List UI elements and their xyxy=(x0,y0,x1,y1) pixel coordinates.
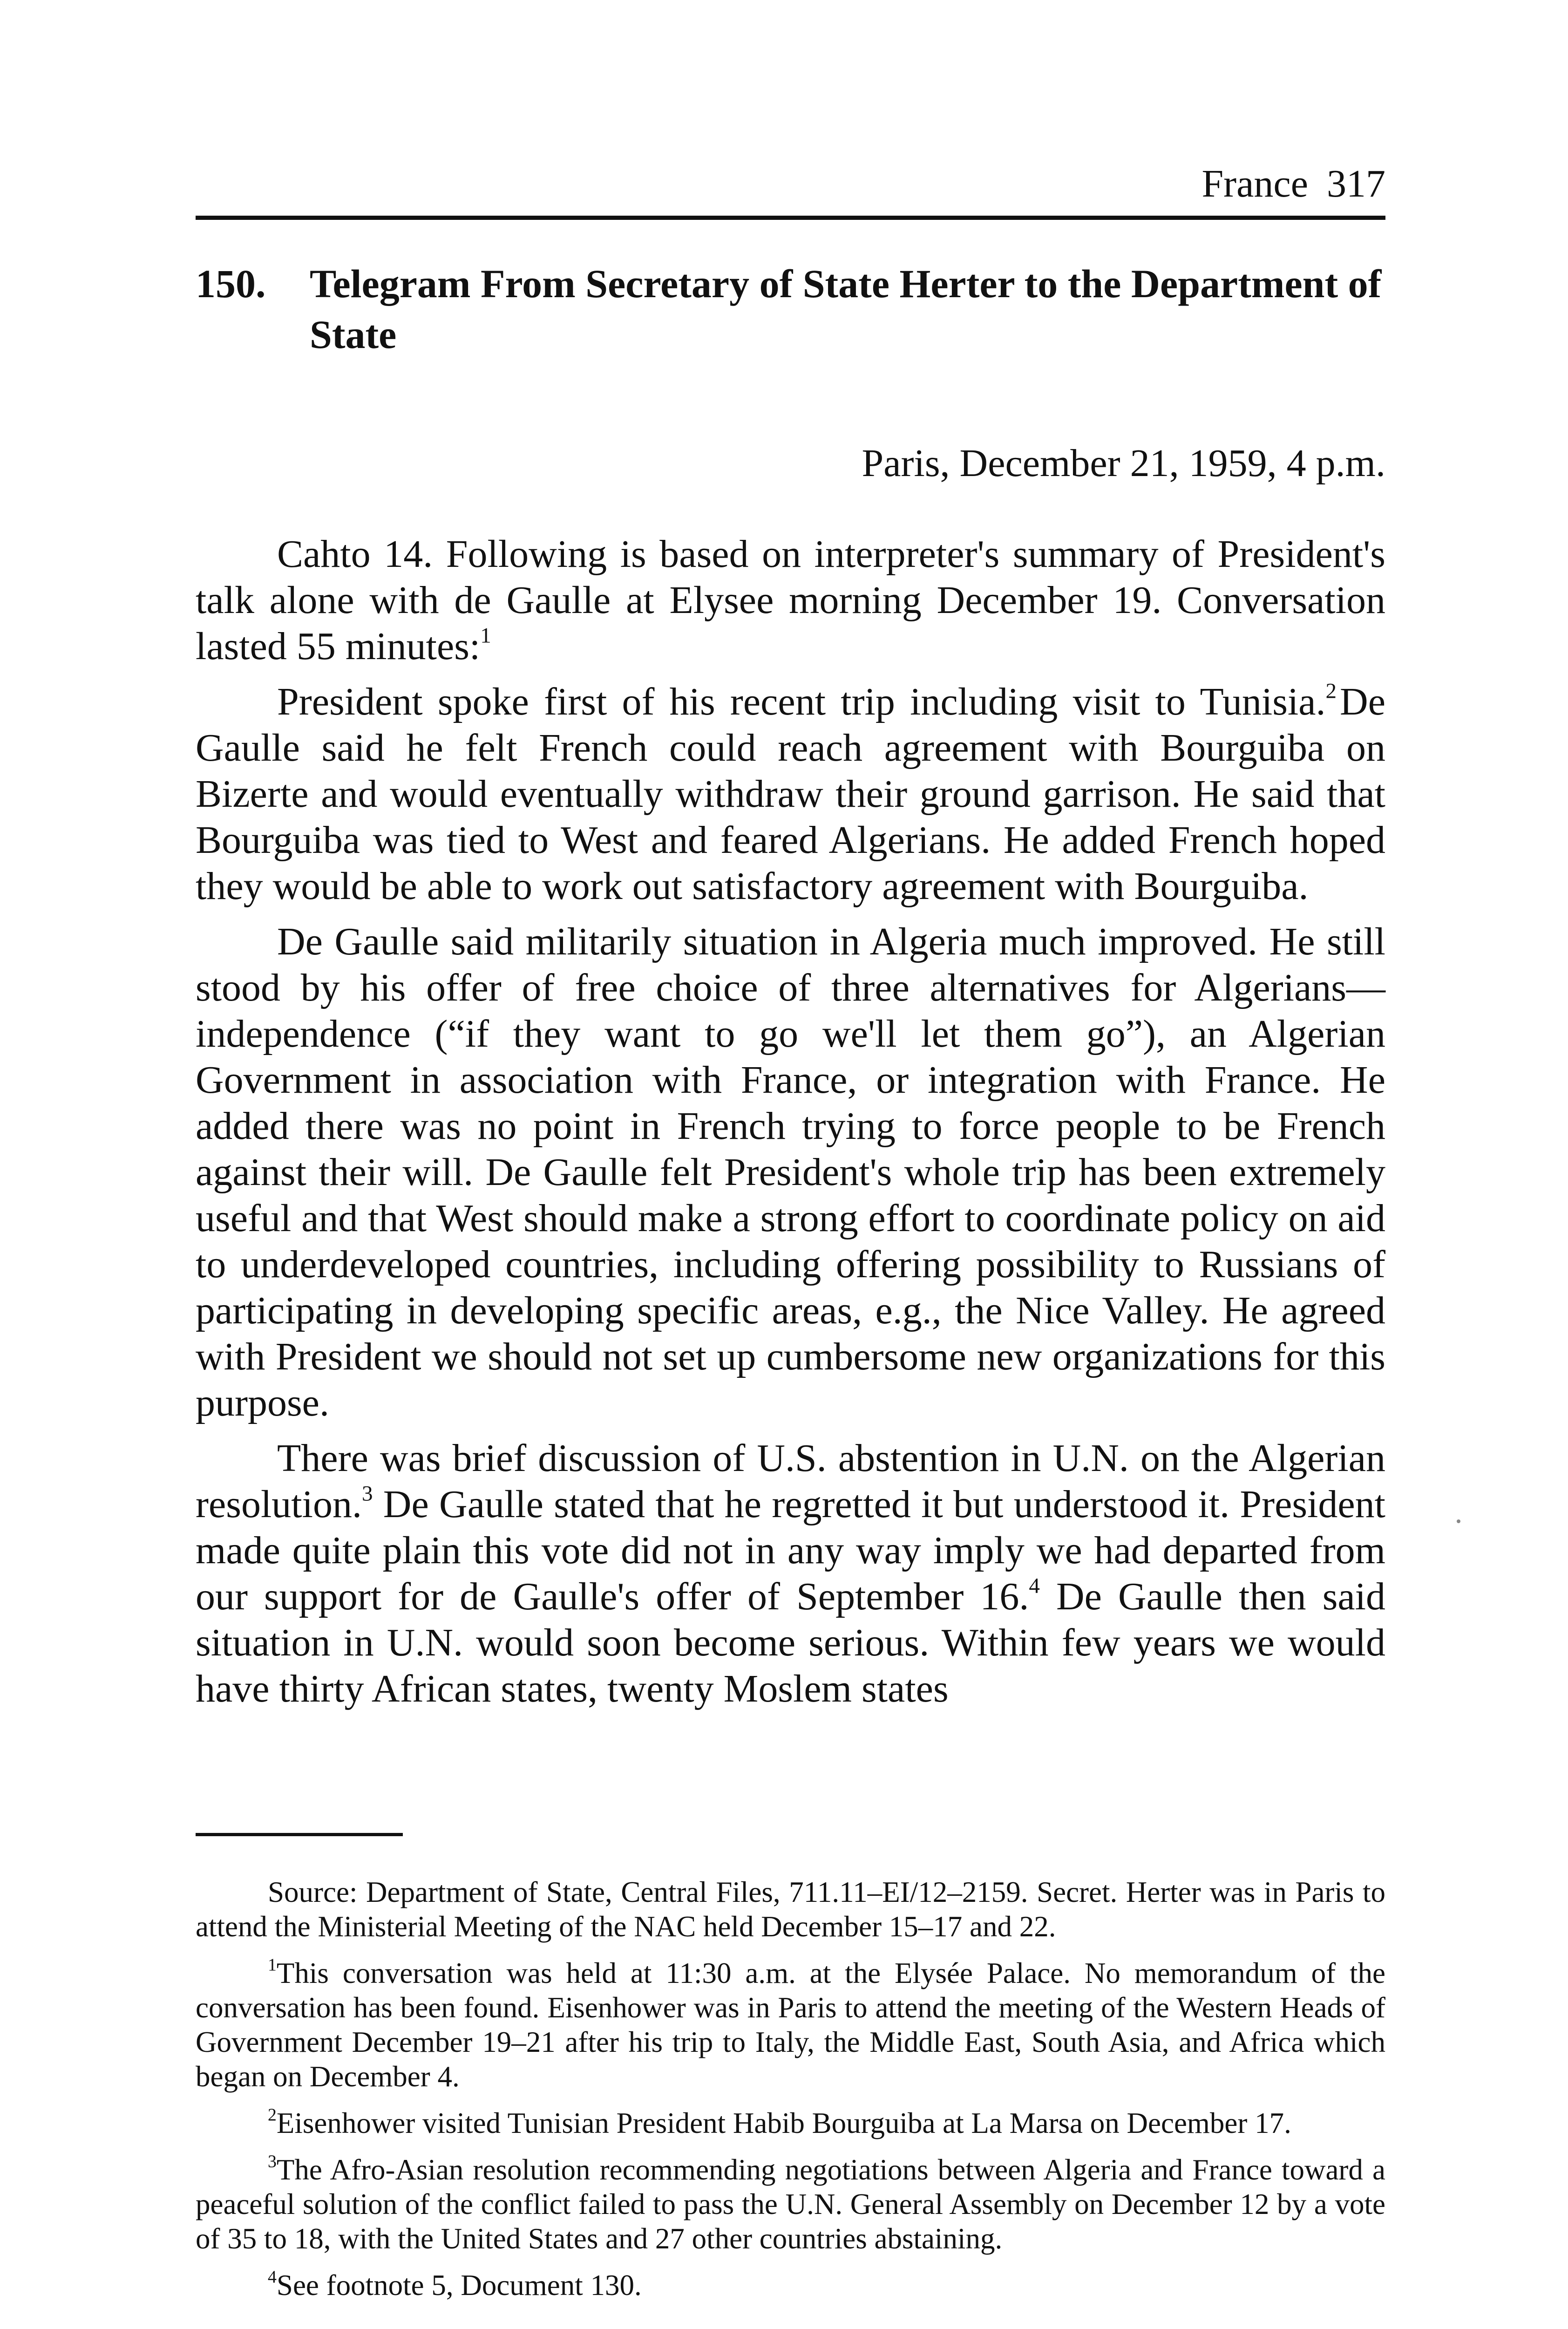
document-number: 150. xyxy=(196,261,266,306)
footnote-ref: 4 xyxy=(1029,1573,1040,1598)
footnote: $^1$This conversation was held at 11:30 a.m. at the Elysée Palace. No memorandum of the conversation has been found. Eisenhower was in Paris to attend the meeting of the Western Heads of Government December 19–21 after his trip to Italy, the Middle East, South Asia, and Africa which began on December 4. xyxy=(196,1955,1385,2093)
footnote-ref: 1 xyxy=(480,623,491,648)
footnote: $^3$The Afro-Asian resolution recommending negotiations between Algeria and France toward a peaceful solution of the conflict failed to pass the U.N. General Assembly on December 12 by a vote of 35 to 18, with the United States and 27 other countries abstaining. xyxy=(196,2152,1385,2255)
footnote: $^2$Eisenhower visited Tunisian President Habib Bourguiba at La Marsa on December 17. xyxy=(268,2105,1291,2139)
document-title-text: Telegram From Secretary of State Herter to the Department of State xyxy=(310,261,1382,357)
footnote-ref: 3 xyxy=(361,1481,373,1506)
source-note: Source: Department of State, Central Files, 711.11–EI/12–2159. Secret. Herter was in Paris to attend the Ministerial Meeting of the NAC held December 15–17 and 22. xyxy=(196,1876,1385,1943)
footnotes xyxy=(196,1875,1385,2315)
paragraph: De Gaulle said militarily situation in Algeria much improved. He still stood by his offer of free choice of three alternatives for Algerians—independence (“if they want to go we'll let them go”), an Algerian Government in association with France, or integration with France. He added there was no point in French trying to force people to be French against their will. De Gaulle felt President's whole trip has been extremely useful and that West should make a strong effort to coordinate policy on aid to underdeveloped countries, including offering possibility to Russians of participating in developing specific areas, e.g., the Nice Valley. He agreed with President we should not set up cumbersome new organizations for this purpose. xyxy=(196,920,1385,1424)
header-rule xyxy=(196,216,1385,220)
page-number: 317 xyxy=(1327,162,1385,205)
paragraph: There was brief discussion of U.S. abstention in U.N. on the Algerian resolution.$^3$ De Gaulle stated that he regretted it but understood it. President made quite plain this vote did not in any way imply we had departed from our support for de Gaulle's offer of September 16.$^4$ De Gaulle then said situation in U.N. would soon become serious. Within few years we would have thirty African states, twenty Moslem states xyxy=(196,1437,1386,1710)
running-header xyxy=(196,161,1385,207)
document-title xyxy=(196,259,1385,360)
footnote: $^4$See footnote 5, Document 130. xyxy=(268,2267,642,2302)
margin-mark xyxy=(1457,1519,1460,1523)
header-section: France xyxy=(1201,162,1308,205)
body-text xyxy=(196,531,1385,1721)
paragraph: President spoke first of his recent trip including visit to Tunisia.$^2$ De Gaulle said he felt French could reach agreement with Bourguiba on Bizerte and would eventually withdraw their ground garrison. He said that Bourguiba was tied to West and feared Algerians. He added French hoped they would be able to work out satisfactory agreement with Bourguiba. xyxy=(196,679,1385,908)
dateline: Paris, December 21, 1959, 4 p.m. xyxy=(862,442,1385,485)
footnote-ref: 2 xyxy=(1325,679,1337,703)
paragraph: Cahto 14. Following is based on interpreter's summary of President's talk alone with de Gaulle at Elysee morning December 19. Conversation lasted 55 minutes:$^1$ xyxy=(196,532,1385,668)
footnote-rule xyxy=(196,1833,403,1836)
